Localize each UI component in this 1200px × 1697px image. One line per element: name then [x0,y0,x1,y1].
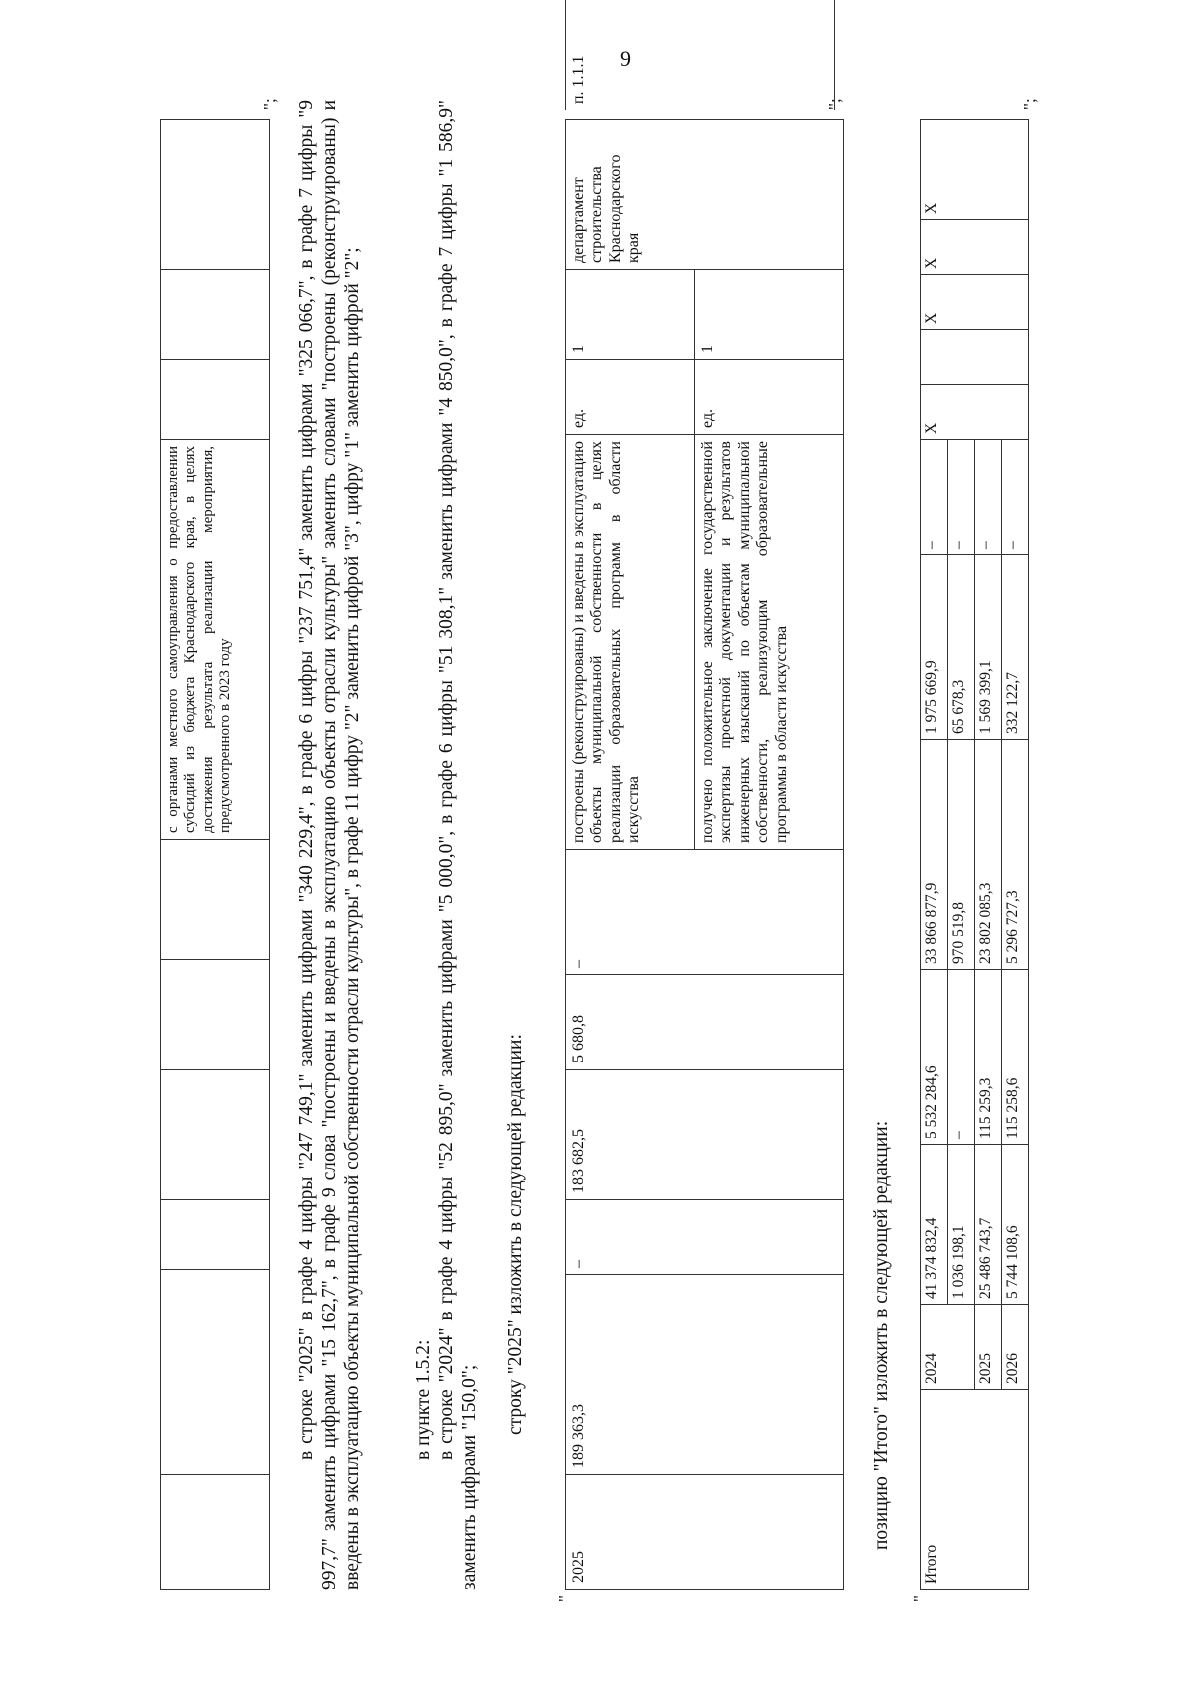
itogo-cell: 5 744 108,6 [1002,1145,1029,1305]
rotated-content [160,55,1160,1602]
itogo-year-2024: 2024 [921,1305,975,1390]
paragraph-itogo: позицию "Итого" изложить в следующей редакции: [871,1120,892,1550]
itogo-label: Итого [921,1390,1029,1590]
result-text-cell: с органами местного самоуправления о предоставлении субсидий из бюджета Краснодарского края, в целях достижения результата реализации мероприятия, предусмотренного в 2023 году [161,440,270,840]
cell-empty [161,270,270,360]
itogo-cell: 1 975 669,9 [921,555,948,740]
value-cell-2: 1 [695,270,844,360]
page-number: 9 [620,46,631,71]
itogo-cell: – [1002,440,1029,555]
itogo-cell: 65 678,3 [948,555,975,740]
itogo-cell: 332 122,7 [1002,555,1029,740]
itogo-cell: 33 866 877,9 [921,740,948,970]
value-cell-1: 1 [566,270,695,360]
unit-cell-2: ед. [695,360,844,435]
regional-cell: 183 682,5 [566,1070,844,1200]
empty-cell [921,330,1029,385]
x-cell: Х [921,120,1029,220]
itogo-cell: 115 259,3 [975,970,1002,1145]
point-cell: п. 1.1.1 [565,0,835,110]
table3-open-quote: " [910,1595,929,1602]
cell-empty [161,1200,270,1270]
itogo-cell: 115 258,6 [1002,970,1029,1145]
row-2025-table [565,119,844,1590]
itogo-cell: 970 519,8 [948,740,975,970]
itogo-cell: 5 296 727,3 [1002,740,1029,970]
federal-cell: – [566,1200,844,1275]
paragraph-row-2025-new: строку "2025" изложить в следующей редакции: [505,1034,526,1435]
cell-empty [161,120,270,270]
table2-end-mark: "; [825,98,844,110]
itogo-cell: 23 802 085,3 [975,740,1002,970]
cell-empty [161,840,270,960]
itogo-cell: 41 374 832,4 [921,1145,948,1305]
itogo-cell: – [948,440,975,555]
paragraph-row-2024: в строке "2024" в графе 4 цифры "52 895,0" заменить цифрами "5 000,0", в графе 6 цифры "51 308,1" заменить цифрами "4 850,0", в графе 7 цифры "1 586,9" заменить цифрами "150,0"; [436,100,480,1590]
itogo-year-2025: 2025 [975,1305,1002,1390]
table1-end-mark: "; [260,98,279,110]
paragraph-point-152: в пункте 1.5.2: [413,1339,434,1460]
unit-cell-1: ед. [566,360,695,435]
result-text-2: получено положительное заключение государственной экспертизы проектной документации и результатов инженерных изысканий по объектам муниципальной собственности, реализующим образовательные программы в области искусства [695,435,844,850]
cell-empty [161,960,270,1070]
executor-cell: департамент строительства Краснодарского края [566,120,844,270]
paragraph-row-2025: в строке "2025" в графе 4 цифры "247 749,1" заменить цифрами "340 229,4", в графе 6 цифры "237 751,4" заменить цифрами "325 066,7", в графе 7 цифры "9 997,7" заменить цифрами "15 162,7", в графе 9 слова "построены и введены в эксплуатацию объекты отрасли культуры" заменить словами "построены (реконструированы) и введены в эксплуатацию объекты муниципальной собственности отрасли культуры", в графе 11 цифру "2" заменить цифрой "3", цифру "1" заменить цифрой "2"; [296,100,363,1590]
result-text-1: построены (реконструированы) и введены в эксплуатацию объекты муниципальной собственности в целях реализации образовательных программ в области искусства [566,435,695,850]
x-cell: Х [921,275,1029,330]
cell-empty [161,1270,270,1475]
table2-open-quote: " [555,1595,574,1602]
table3-end-mark: "; [1020,98,1039,110]
itogo-cell: – [921,440,948,555]
cell-empty [161,1475,270,1590]
itogo-cell: 25 486 743,7 [975,1145,1002,1305]
itogo-cell: – [948,970,975,1145]
continuation-table [160,119,270,1590]
x-cell: Х [921,385,1029,440]
cell-empty [161,360,270,440]
local-cell: 5 680,8 [566,975,844,1070]
x-cell: Х [921,220,1029,275]
itogo-cell: 1 569 399,1 [975,555,1002,740]
itogo-year-2026: 2026 [1002,1305,1029,1390]
year-cell: 2025 [566,1475,844,1590]
itogo-cell: 1 036 198,1 [948,1145,975,1305]
itogo-table [920,119,1029,1590]
other-cell: – [566,850,844,975]
itogo-cell: 5 532 284,6 [921,970,948,1145]
itogo-cell: – [975,440,1002,555]
total-cell: 189 363,3 [566,1275,844,1475]
cell-empty [161,1070,270,1200]
